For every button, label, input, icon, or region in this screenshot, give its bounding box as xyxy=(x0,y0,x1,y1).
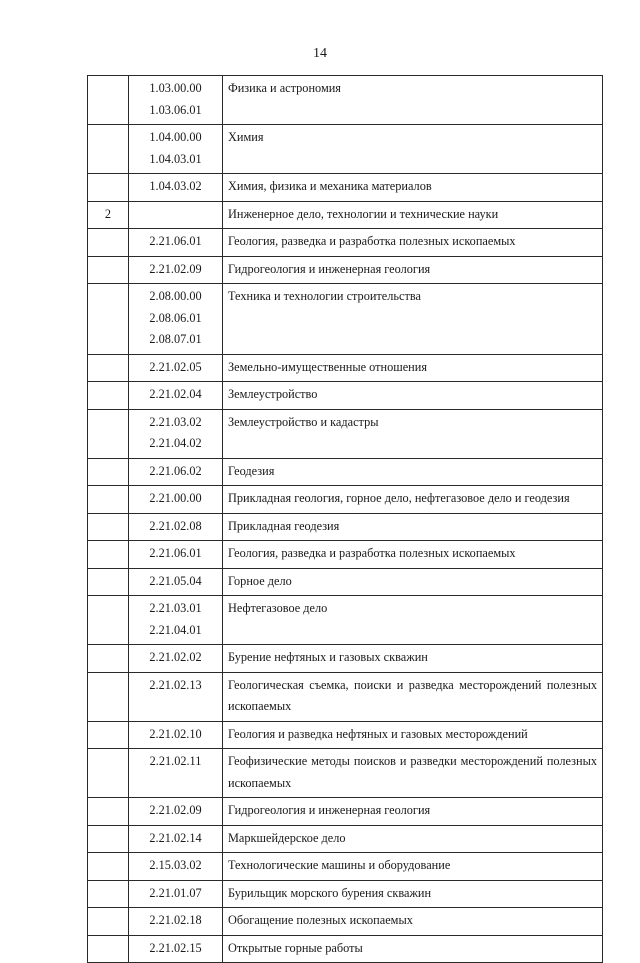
code-cell xyxy=(129,880,223,908)
row-number-cell xyxy=(88,125,129,174)
table-row xyxy=(88,721,603,749)
code-cell xyxy=(129,541,223,569)
row-number-cell xyxy=(88,382,129,410)
row-number-cell xyxy=(88,458,129,486)
table-row xyxy=(88,513,603,541)
specialty-code: 2.15.03.02 xyxy=(149,858,202,872)
row-number-cell xyxy=(88,596,129,645)
specialty-name-cell: Гидрогеология и инженерная геология xyxy=(223,798,603,826)
code-cell xyxy=(129,229,223,257)
row-number-cell xyxy=(88,486,129,514)
row-number-cell xyxy=(88,908,129,936)
code-cell xyxy=(129,201,223,229)
table-row xyxy=(88,645,603,673)
specialty-name-cell: Обогащение полезных ископаемых xyxy=(223,908,603,936)
specialty-code: 2.21.06.01 xyxy=(149,234,202,248)
row-number-cell xyxy=(88,853,129,881)
table-row xyxy=(88,908,603,936)
code-cell xyxy=(129,825,223,853)
specialty-name-cell: Землеустройство xyxy=(223,382,603,410)
code-cell xyxy=(129,645,223,673)
code-cell xyxy=(129,256,223,284)
specialty-code: 2.21.00.00 xyxy=(149,491,202,505)
specialty-name-cell: Геология, разведка и разработка полезных ископаемых xyxy=(223,229,603,257)
specialty-name-cell: Геология и разведка нефтяных и газовых месторождений xyxy=(223,721,603,749)
code-cell xyxy=(129,382,223,410)
code-cell xyxy=(129,409,223,458)
row-number-cell xyxy=(88,409,129,458)
specialty-code: 2.21.04.02 xyxy=(149,436,202,450)
row-number-cell xyxy=(88,749,129,798)
row-number-cell xyxy=(88,229,129,257)
specialty-code: 2.21.02.02 xyxy=(149,650,202,664)
specialty-name-cell: Землеустройство и кадастры xyxy=(223,409,603,458)
table-row xyxy=(88,284,603,355)
specialty-name-cell: Открытые горные работы xyxy=(223,935,603,963)
code-cell xyxy=(129,486,223,514)
specialty-name-cell: Геологическая съемка, поиски и разведка месторождений полезных ископаемых xyxy=(223,672,603,721)
specialty-code: 2.21.02.05 xyxy=(149,359,202,374)
specialty-name-cell: Прикладная геодезия xyxy=(223,513,603,541)
row-number-cell xyxy=(88,672,129,721)
code-cell xyxy=(129,354,223,382)
specialty-code: 2.08.06.01 xyxy=(149,310,202,325)
specialty-name-cell: Физика и астрономия xyxy=(223,76,603,125)
code-cell xyxy=(129,76,223,125)
specialty-code: 2.21.02.14 xyxy=(149,830,202,845)
table-row xyxy=(88,125,603,174)
table-row xyxy=(88,486,603,514)
specialty-code: 2.08.00.00 xyxy=(149,289,202,303)
row-number-cell xyxy=(88,354,129,382)
table-row xyxy=(88,749,603,798)
specialty-code: 2.21.02.13 xyxy=(149,677,202,692)
code-cell xyxy=(129,513,223,541)
specialty-code: 2.21.02.15 xyxy=(149,940,202,955)
code-cell xyxy=(129,596,223,645)
specialty-code: 2.21.06.01 xyxy=(149,546,202,560)
row-number-cell xyxy=(88,880,129,908)
specialty-code: 2.21.03.02 xyxy=(149,414,202,429)
specialty-name-cell: Химия, физика и механика материалов xyxy=(223,174,603,202)
table-row xyxy=(88,672,603,721)
code-cell xyxy=(129,458,223,486)
table-body xyxy=(88,76,603,963)
row-number-cell xyxy=(88,798,129,826)
specialty-code: 2.21.02.09 xyxy=(149,803,202,817)
specialty-code: 2.21.04.01 xyxy=(149,622,202,637)
code-cell xyxy=(129,568,223,596)
specialty-name-cell: Химия xyxy=(223,125,603,174)
page-number: 14 xyxy=(313,46,327,61)
specialty-code: 1.03.06.01 xyxy=(149,102,202,117)
row-number-cell xyxy=(88,645,129,673)
specialty-code: 1.04.00.00 xyxy=(149,130,202,144)
specialty-code: 2.21.02.10 xyxy=(149,726,202,741)
row-number-cell xyxy=(88,721,129,749)
table-row xyxy=(88,174,603,202)
row-number-cell xyxy=(88,174,129,202)
specialty-code: 2.21.02.09 xyxy=(149,261,202,276)
specialty-code: 2.08.07.01 xyxy=(149,332,202,346)
specialty-name-cell: Техника и технологии строительства xyxy=(223,284,603,355)
specialty-code: 2.21.03.01 xyxy=(149,601,202,615)
specialty-name-cell: Горное дело xyxy=(223,568,603,596)
specialty-name-cell: Геодезия xyxy=(223,458,603,486)
specialty-name-cell: Бурильщик морского бурения скважин xyxy=(223,880,603,908)
table-row xyxy=(88,541,603,569)
specialty-name-cell: Прикладная геология, горное дело, нефтегазовое дело и геодезия xyxy=(223,486,603,514)
code-cell xyxy=(129,798,223,826)
specialty-code: 2.21.02.04 xyxy=(149,387,202,401)
specialty-name-cell: Технологические машины и оборудование xyxy=(223,853,603,881)
table-row xyxy=(88,798,603,826)
row-number-cell xyxy=(88,541,129,569)
row-number-cell: 2 xyxy=(88,201,129,229)
table-row xyxy=(88,354,603,382)
specialty-name-cell: Гидрогеология и инженерная геология xyxy=(223,256,603,284)
code-cell xyxy=(129,125,223,174)
row-number-cell xyxy=(88,256,129,284)
code-cell xyxy=(129,935,223,963)
specialty-code: 2.21.05.04 xyxy=(149,573,202,588)
specialty-name-cell: Бурение нефтяных и газовых скважин xyxy=(223,645,603,673)
specialty-code: 2.21.02.18 xyxy=(149,913,202,927)
table-row xyxy=(88,382,603,410)
table-row xyxy=(88,409,603,458)
specialty-name-cell: Геология, разведка и разработка полезных ископаемых xyxy=(223,541,603,569)
table-row xyxy=(88,229,603,257)
table-row xyxy=(88,201,603,229)
specialty-code: 2.21.01.07 xyxy=(149,885,202,900)
table-row xyxy=(88,935,603,963)
row-number-cell xyxy=(88,513,129,541)
specialty-code: 2.21.02.08 xyxy=(149,518,202,533)
table-row xyxy=(88,256,603,284)
table-row xyxy=(88,853,603,881)
code-cell xyxy=(129,284,223,355)
table-row xyxy=(88,825,603,853)
code-cell xyxy=(129,672,223,721)
specialty-code: 1.03.00.00 xyxy=(149,81,202,95)
specialty-name-cell: Геофизические методы поисков и разведки месторождений полезных ископаемых xyxy=(223,749,603,798)
specialty-code: 2.21.02.11 xyxy=(149,754,202,768)
row-number-cell xyxy=(88,568,129,596)
code-cell xyxy=(129,749,223,798)
specialty-name-cell: Нефтегазовое дело xyxy=(223,596,603,645)
code-cell xyxy=(129,908,223,936)
table-row xyxy=(88,568,603,596)
code-cell xyxy=(129,174,223,202)
table-row xyxy=(88,880,603,908)
row-number-cell xyxy=(88,284,129,355)
specialty-name-cell: Маркшейдерское дело xyxy=(223,825,603,853)
table-row xyxy=(88,458,603,486)
specialty-code: 1.04.03.01 xyxy=(149,151,202,166)
row-number-cell xyxy=(88,935,129,963)
specialty-name-cell: Инженерное дело, технологии и технические науки xyxy=(223,201,603,229)
row-number-cell xyxy=(88,76,129,125)
specialty-code: 2.21.06.02 xyxy=(149,463,202,478)
code-cell xyxy=(129,853,223,881)
specialty-name-cell: Земельно-имущественные отношения xyxy=(223,354,603,382)
specialties-table xyxy=(87,75,603,963)
row-number-cell xyxy=(88,825,129,853)
table-row xyxy=(88,76,603,125)
specialty-code: 1.04.03.02 xyxy=(149,179,202,193)
code-cell xyxy=(129,721,223,749)
table-row xyxy=(88,596,603,645)
